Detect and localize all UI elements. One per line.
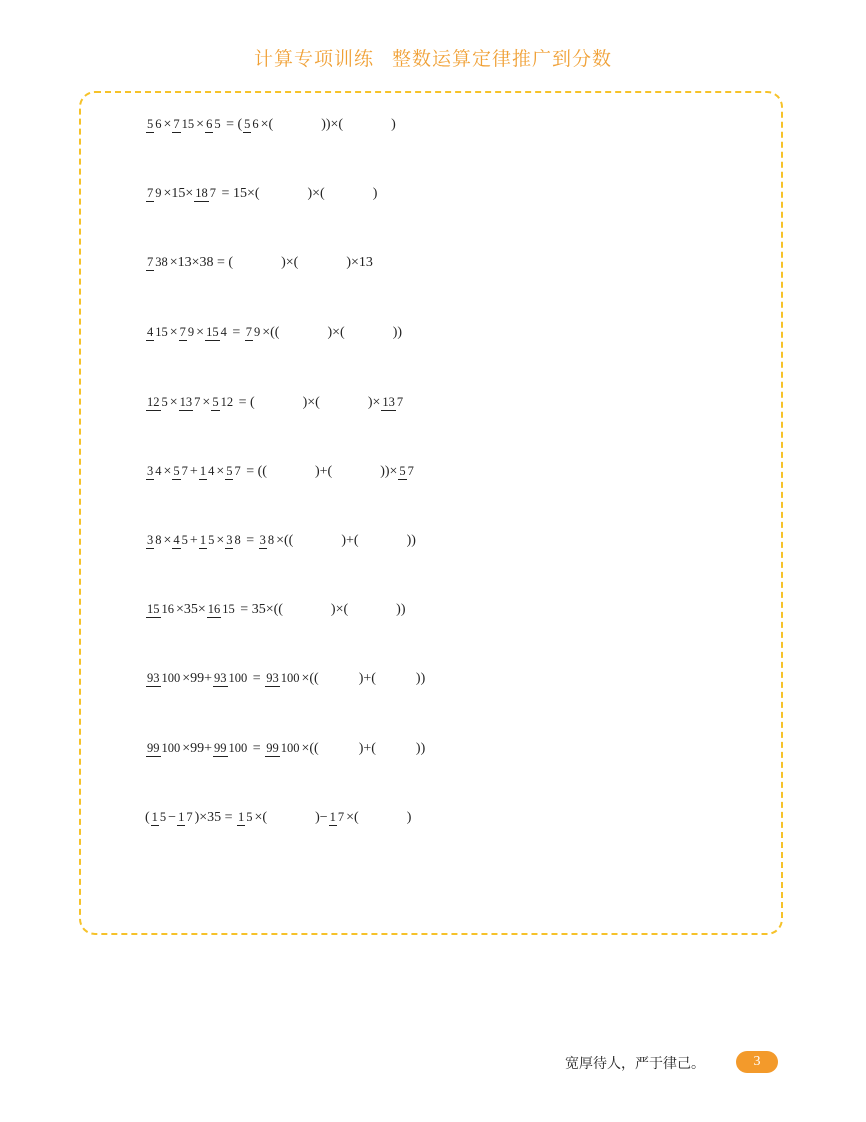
- fraction-numerator: 3: [147, 464, 154, 478]
- expression-text: ×: [163, 117, 172, 132]
- fraction-numerator: 5: [226, 464, 233, 478]
- expression-text: = (: [235, 395, 255, 410]
- fraction-denominator: 16: [161, 602, 174, 616]
- fraction: [146, 326, 169, 340]
- fraction-denominator: 5: [246, 810, 253, 824]
- problem-11: [145, 811, 411, 825]
- fraction-numerator: 5: [147, 117, 154, 131]
- expression-text: =: [242, 533, 258, 548]
- fraction-denominator: 5: [208, 533, 215, 547]
- fraction-denominator: 7: [234, 464, 241, 478]
- fraction: [146, 672, 181, 686]
- problem-3: [145, 256, 373, 270]
- fraction: [265, 672, 300, 686]
- fraction-denominator: 7: [209, 186, 217, 200]
- fraction: [245, 326, 262, 340]
- fraction-numerator: 1: [178, 810, 185, 824]
- expression-text: )×(: [281, 255, 299, 270]
- fraction-denominator: 8: [267, 533, 275, 547]
- problem-7: [145, 534, 416, 548]
- fraction-numerator: 3: [147, 533, 154, 547]
- fraction: [329, 811, 346, 825]
- fraction: [146, 603, 175, 617]
- expression-text: )×(: [327, 325, 345, 340]
- fraction: [259, 534, 276, 548]
- fraction: [146, 187, 163, 201]
- fraction-denominator: 12: [220, 395, 234, 409]
- fraction: [177, 811, 194, 825]
- expression-text: )×: [367, 395, 381, 410]
- expression-text: ×: [169, 395, 178, 410]
- fraction-numerator: 6: [206, 117, 213, 131]
- expression-text: )): [392, 325, 403, 340]
- problem-4: [145, 326, 402, 340]
- fraction-numerator: 15: [206, 325, 219, 339]
- fraction-denominator: 5: [214, 117, 221, 131]
- expression-text: ×: [163, 464, 172, 479]
- expression-text: ×15×: [163, 186, 194, 201]
- fraction-numerator: 99: [266, 741, 279, 755]
- fraction-denominator: 6: [155, 117, 162, 131]
- fraction-denominator: 5: [159, 810, 167, 824]
- fraction-denominator: 7: [337, 810, 345, 824]
- fraction-denominator: 7: [181, 464, 188, 478]
- expression-text: −: [168, 810, 177, 825]
- fraction-denominator: 100: [280, 671, 300, 685]
- fraction-denominator: 15: [222, 602, 235, 616]
- expression-text: )×(: [302, 395, 320, 410]
- expression-text: )): [415, 671, 426, 686]
- fraction-numerator: 1: [199, 533, 207, 547]
- fraction-numerator: 7: [245, 325, 252, 339]
- fraction-denominator: 4: [220, 325, 227, 339]
- fraction: [151, 811, 168, 825]
- expression-text: )+(: [341, 533, 359, 548]
- fraction: [146, 465, 163, 479]
- expression-text: )): [406, 533, 416, 548]
- fraction-numerator: 93: [266, 671, 279, 685]
- fraction: [265, 742, 300, 756]
- fraction-numerator: 5: [399, 464, 406, 478]
- expression-text: )): [415, 741, 426, 756]
- fraction-numerator: 93: [147, 671, 160, 685]
- expression-text: ×: [216, 533, 225, 548]
- fraction-numerator: 7: [179, 325, 186, 339]
- fraction-numerator: 13: [382, 395, 395, 409]
- expression-text: =: [249, 741, 265, 756]
- fraction-denominator: 6: [252, 117, 259, 131]
- problem-10: [145, 742, 425, 756]
- expression-text: )×35 =: [194, 810, 237, 825]
- page-title: [0, 44, 866, 71]
- expression-text: ×(: [260, 117, 274, 132]
- problem-5: [145, 396, 405, 410]
- fraction: [194, 187, 217, 201]
- fraction: [146, 534, 163, 548]
- fraction-numerator: 7: [147, 255, 154, 269]
- problem-2: [145, 187, 377, 201]
- fraction: [146, 256, 169, 270]
- fraction-numerator: 12: [147, 395, 160, 409]
- expression-text: = 35×((: [236, 602, 283, 617]
- expression-text: ×(: [254, 810, 268, 825]
- fraction: [211, 396, 234, 410]
- expression-text: (: [145, 810, 150, 825]
- fraction-denominator: 8: [234, 533, 241, 547]
- expression-text: ×99+: [182, 741, 213, 756]
- expression-text: )+(: [358, 741, 376, 756]
- expression-text: ×: [169, 325, 178, 340]
- expression-text: )×(: [307, 186, 325, 201]
- fraction-numerator: 1: [329, 810, 336, 824]
- fraction-denominator: 9: [155, 186, 162, 200]
- page-title-topic: 整数运算定律推广到分数: [392, 48, 613, 70]
- expression-text: ×((: [262, 325, 280, 340]
- fraction: [205, 118, 222, 132]
- expression-text: )×13: [346, 255, 373, 270]
- fraction: [225, 465, 242, 479]
- fraction: [172, 118, 195, 132]
- fraction-numerator: 99: [147, 741, 160, 755]
- expression-text: +: [189, 464, 198, 479]
- fraction-numerator: 3: [259, 533, 266, 547]
- fraction-numerator: 3: [226, 533, 233, 547]
- problem-9: [145, 672, 425, 686]
- fraction: [172, 534, 189, 548]
- fraction-denominator: 100: [228, 671, 248, 685]
- fraction-numerator: 18: [195, 186, 208, 200]
- expression-text: )+(: [358, 671, 376, 686]
- fraction: [205, 326, 228, 340]
- expression-text: ×: [196, 117, 205, 132]
- fraction: [225, 534, 242, 548]
- expression-text: ))×(: [321, 117, 344, 132]
- fraction-denominator: 100: [228, 741, 248, 755]
- fraction-numerator: 16: [207, 602, 221, 616]
- expression-text: ×99+: [182, 671, 213, 686]
- expression-text: ×(: [346, 810, 359, 825]
- expression-text: ×: [202, 395, 211, 410]
- expression-text: ×35×: [176, 602, 206, 617]
- fraction-denominator: 5: [161, 395, 168, 409]
- fraction-numerator: 1: [199, 464, 207, 478]
- fraction-numerator: 93: [214, 671, 227, 685]
- problem-6: [145, 465, 416, 479]
- fraction-numerator: 4: [147, 325, 154, 339]
- fraction: [243, 118, 260, 132]
- expression-text: ×((: [301, 741, 319, 756]
- expression-text: ): [372, 186, 378, 201]
- fraction-denominator: 100: [161, 671, 181, 685]
- fraction-denominator: 5: [181, 533, 188, 547]
- fraction-denominator: 4: [208, 464, 215, 478]
- fraction-numerator: 1: [151, 810, 158, 824]
- fraction-numerator: 13: [179, 395, 193, 409]
- fraction: [179, 326, 196, 340]
- expression-text: = (: [222, 117, 243, 132]
- motto: 宽厚待人，严于律己。: [565, 1056, 705, 1072]
- fraction-denominator: 100: [161, 741, 181, 755]
- fraction-denominator: 15: [155, 325, 168, 339]
- expression-text: ): [406, 810, 412, 825]
- fraction-denominator: 9: [253, 325, 261, 339]
- expression-text: )×(: [330, 602, 349, 617]
- fraction: [146, 118, 163, 132]
- expression-text: ×13×38 = (: [169, 255, 234, 270]
- expression-text: = 15×(: [218, 186, 260, 201]
- expression-text: ))×: [380, 464, 398, 479]
- fraction-numerator: 5: [244, 117, 251, 131]
- fraction-denominator: 7: [396, 395, 404, 409]
- fraction-numerator: 15: [147, 602, 160, 616]
- fraction-denominator: 8: [155, 533, 162, 547]
- fraction: [199, 534, 216, 548]
- problem-8: [145, 603, 405, 617]
- fraction-denominator: 4: [155, 464, 162, 478]
- fraction: [146, 396, 169, 410]
- fraction: [381, 396, 404, 410]
- expression-text: ): [391, 117, 396, 132]
- expression-text: )−: [315, 810, 328, 825]
- expression-text: )+(: [314, 464, 333, 479]
- expression-text: ×: [196, 325, 205, 340]
- expression-text: ×((: [301, 671, 319, 686]
- fraction-denominator: 100: [280, 741, 300, 755]
- expression-text: ×: [163, 533, 172, 548]
- fraction-numerator: 5: [212, 395, 219, 409]
- fraction: [146, 742, 181, 756]
- fraction-denominator: 7: [407, 464, 414, 478]
- fraction: [237, 811, 254, 825]
- fraction: [172, 465, 189, 479]
- fraction-numerator: 99: [214, 741, 227, 755]
- expression-text: ×((: [276, 533, 294, 548]
- fraction: [207, 603, 236, 617]
- expression-text: )): [396, 602, 406, 617]
- page-title-series: 计算专项训练: [253, 48, 374, 70]
- fraction-denominator: 7: [194, 395, 201, 409]
- fraction: [199, 465, 216, 479]
- fraction-denominator: 7: [186, 810, 193, 824]
- fraction-denominator: 15: [181, 117, 195, 131]
- fraction-numerator: 1: [238, 810, 245, 824]
- fraction-numerator: 7: [173, 117, 180, 131]
- expression-text: =: [228, 325, 244, 340]
- page-number-badge: 3: [736, 1051, 778, 1073]
- fraction-numerator: 5: [173, 464, 180, 478]
- fraction: [179, 396, 202, 410]
- fraction: [213, 742, 248, 756]
- problem-1: [145, 118, 396, 132]
- fraction: [213, 672, 248, 686]
- fraction: [398, 465, 415, 479]
- fraction-denominator: 9: [187, 325, 195, 339]
- expression-text: +: [189, 533, 198, 548]
- fraction-denominator: 38: [155, 255, 168, 269]
- fraction-numerator: 4: [173, 533, 180, 547]
- fraction-numerator: 7: [147, 186, 154, 200]
- expression-text: = ((: [242, 464, 267, 479]
- expression-text: ×: [216, 464, 225, 479]
- expression-text: =: [249, 671, 265, 686]
